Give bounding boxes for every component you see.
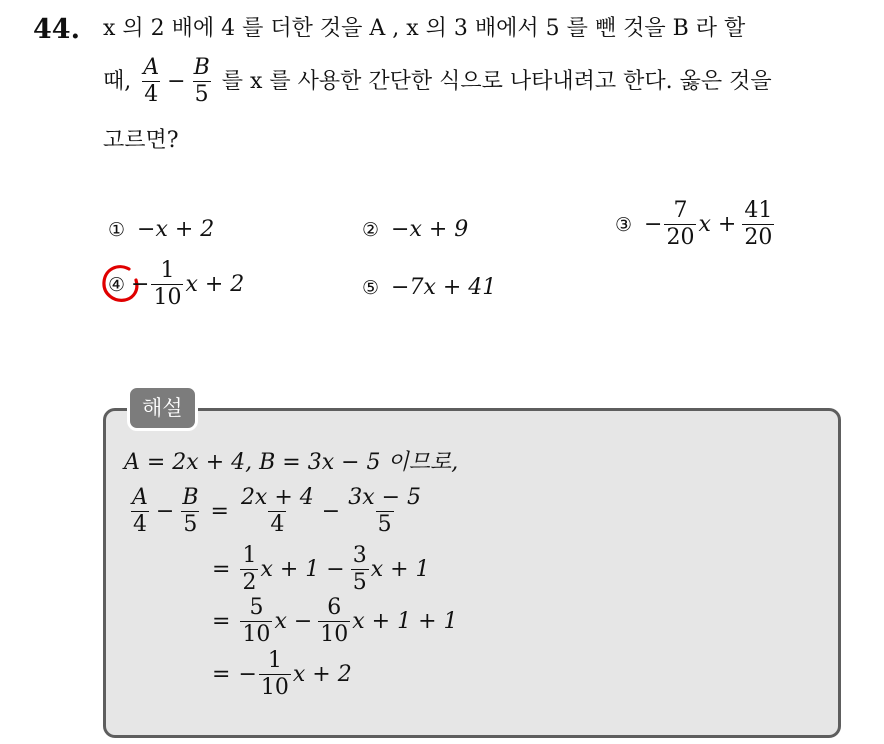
choice-1[interactable] bbox=[108, 217, 214, 243]
question-line-2: 때, $\frac{A}{4}$ − $\frac{B}{5}$ 를 x 를 사용한 간단한 식으로 나타내려고 한다. 옳은 것을 bbox=[103, 55, 772, 107]
choice-3-fraction-2: $\frac{41}{20}$ bbox=[744, 198, 773, 250]
choice-5-expr: −7x + 41 bbox=[391, 275, 497, 300]
question-line-2-suffix: 를 x 를 사용한 간단한 식으로 나타내려고 한다. 옳은 것을 bbox=[221, 68, 772, 94]
choice-3[interactable]: ③ − $\frac{7}{20}$ x + $\frac{41}{20}$ bbox=[615, 198, 773, 250]
fraction-b-over-5: $\frac{B}{5}$ bbox=[193, 55, 210, 107]
choice-1-expr: −x + 2 bbox=[137, 217, 215, 242]
choice-4[interactable]: ④ − $\frac{1}{10}$ x + 2 bbox=[108, 258, 245, 310]
choice-3-mark: ③ bbox=[615, 213, 633, 236]
question-number: 44. bbox=[33, 14, 80, 45]
solution-step-2: = $\frac{1}{2}$ x + 1 − $\frac{3}{5}$ x + 1 bbox=[212, 543, 430, 595]
choice-2-expr: −x + 9 bbox=[391, 217, 469, 242]
solution-line-1: A = 2x + 4, B = 3x − 5 이므로, bbox=[124, 450, 459, 475]
choice-2[interactable] bbox=[362, 217, 468, 243]
choice-2-mark: ② bbox=[362, 219, 380, 241]
solution-step-4: = − $\frac{1}{10}$ x + 2 bbox=[212, 648, 352, 700]
choice-3-fraction-1: $\frac{7}{20}$ bbox=[666, 198, 695, 250]
choice-5-mark: ⑤ bbox=[362, 277, 380, 299]
choice-1-mark: ① bbox=[108, 219, 126, 241]
solution-step-1: $\frac{A}{4}$ − $\frac{B}{5}$ = $\frac{2x + 4}{4}$ − $\frac{3x - 5}{5}$ bbox=[132, 485, 422, 537]
choice-5[interactable] bbox=[362, 275, 496, 301]
question-line-3: 고르면? bbox=[103, 128, 179, 153]
fraction-a-over-4: $\frac{A}{4}$ bbox=[143, 55, 160, 107]
question-line-1: x 의 2 배에 4 를 더한 것을 A , x 의 3 배에서 5 를 뺀 것을 B 라 할 bbox=[103, 16, 746, 41]
choice-4-fraction: $\frac{1}{10}$ bbox=[153, 258, 182, 310]
choice-4-mark: ④ bbox=[108, 273, 126, 296]
question-line-2-prefix: 때, bbox=[103, 68, 132, 94]
solution-tag: 해설 bbox=[127, 385, 198, 431]
solution-step-3: = $\frac{5}{10}$ x − $\frac{6}{10}$ x + 1 + 1 bbox=[212, 595, 458, 647]
